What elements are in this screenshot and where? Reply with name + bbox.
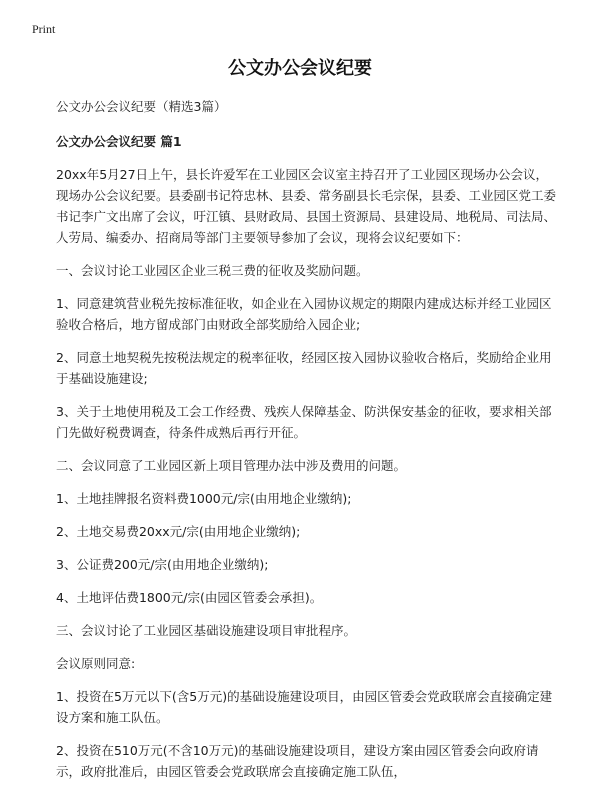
paragraph: 3、公证费200元/宗(由用地企业缴纳); <box>56 557 269 572</box>
print-link[interactable]: Print <box>32 22 56 36</box>
paragraph-item-two-heading: 二、会议同意了工业园区新上项目管理办法中涉及费用的问题。 <box>56 458 407 473</box>
paragraph: 1、投资在5万元以下(含5万元)的基础设施建设项目，由园区管委会党政联席会直接确定建设方案和施工队伍。 <box>56 689 553 725</box>
paragraph: 3、关于土地使用税及工会工作经费、残疾人保障基金、防洪保安基金的征收，要求相关部门先做好税费调查，待条件成熟后再行开征。 <box>56 404 552 440</box>
paragraph: 2、投资在510万元(不含10万元)的基础设施建设项目，建设方案由园区管委会向政府请示，政府批准后，由园区管委会党政联席会直接确定施工队伍， <box>56 743 539 779</box>
paragraph: 2、土地交易费20xx元/宗(由用地企业缴纳); <box>56 524 301 539</box>
paragraph: 2、同意土地契税先按税法规定的税率征收，经园区按入园协议验收合格后，奖励给企业用于基础设施建设; <box>56 350 552 386</box>
document-title: 公文办公会议纪要 <box>228 58 372 79</box>
document-subtitle: 公文办公会议纪要（精选3篇） <box>56 99 227 114</box>
section-heading: 公文办公会议纪要 篇1 <box>56 134 182 149</box>
paragraph: 会议原则同意: <box>56 656 136 671</box>
paragraph: 1、同意建筑营业税先按标准征收，如企业在入园协议规定的期限内建成达标并经工业园区验收合格后，地方留成部门由财政全部奖励给入园企业; <box>56 296 552 332</box>
paragraph-item-three-heading: 三、会议讨论了工业园区基础设施建设项目审批程序。 <box>56 623 357 638</box>
document-body <box>56 96 556 794</box>
paragraph: 1、土地挂牌报名资料费1000元/宗(由用地企业缴纳); <box>56 491 352 506</box>
paragraph-item-one-heading: 一、会议讨论工业园区企业三税三费的征收及奖励问题。 <box>56 263 369 278</box>
paragraph: 4、土地评估费1800元/宗(由园区管委会承担)。 <box>56 590 323 605</box>
paragraph-intro: 20xx年5月27日上午，县长许爱军在工业园区会议室主持召开了工业园区现场办公会议，现场办公会议纪要。县委副书记符忠林、县委、常务副县长毛宗保，县委、工业园区党工委书记李广文出席了会议，吁江镇、县财政局、县国土资源局、县建设局、地税局、司法局、人劳局、编委办、招商局等部门主要领导参加了会议，现将会议纪要如下： <box>56 167 557 245</box>
